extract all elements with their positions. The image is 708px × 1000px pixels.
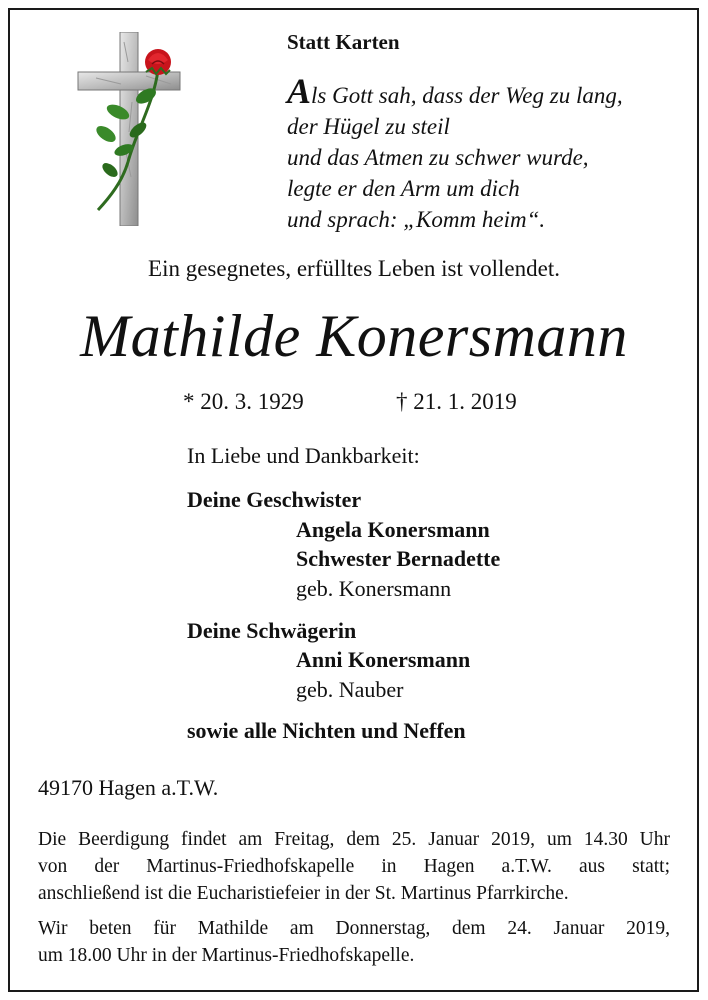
funeral-line: Die Beerdigung findet am Freitag, dem 25. Januar 2019, um 14.30 Uhr [38,829,670,850]
mourner-name: Anni Konersmann [296,647,471,672]
funeral-details [38,826,670,907]
prayer-line: um 18.00 Uhr in der Martinus-Friedhofskapelle. [38,945,415,966]
prayer-line: Wir beten für Mathilde am Donnerstag, dem 24. Januar 2019, [38,918,670,939]
mourners-closing: sowie alle Nichten und Neffen [187,718,466,743]
tagline: Ein gesegnetes, erfülltes Leben ist vollendet. [148,256,560,281]
group-heading-sister-in-law: Deine Schwägerin [187,618,357,643]
poem-line: und das Atmen zu schwer wurde, [287,145,589,170]
poem-dropcap: A [287,71,312,111]
location: 49170 Hagen a.T.W. [38,775,219,800]
funeral-line: anschließend ist die Eucharistiefeier in der St. Martinus Pfarrkirche. [38,883,569,904]
birth-date: * 20. 3. 1929 [183,389,304,414]
mourner-maiden-name: geb. Nauber [296,677,404,702]
header-statt-karten: Statt Karten [287,30,400,54]
mourner-name: Angela Konersmann [296,517,490,542]
mourners-intro: In Liebe und Dankbarkeit: [187,443,420,468]
mourner-maiden-name: geb. Konersmann [296,576,452,601]
poem-line: und sprach: „Komm heim“. [287,207,546,232]
poem-line: Als Gott sah, dass der Weg zu lang, [287,71,623,111]
funeral-line: von der Martinus-Friedhofskapelle in Hagen a.T.W. aus statt; [38,856,670,877]
poem-line: der Hügel zu steil [287,114,450,139]
mourner-name: Schwester Bernadette [296,546,501,571]
deceased-name: Mathilde Konersmann [80,303,628,369]
poem-line: legte er den Arm um dich [287,176,520,201]
poem [287,71,623,235]
group-heading-siblings: Deine Geschwister [187,487,362,512]
prayer-details [38,915,670,969]
cross-with-rose-icon [76,32,186,226]
death-date: † 21. 1. 2019 [396,389,517,414]
